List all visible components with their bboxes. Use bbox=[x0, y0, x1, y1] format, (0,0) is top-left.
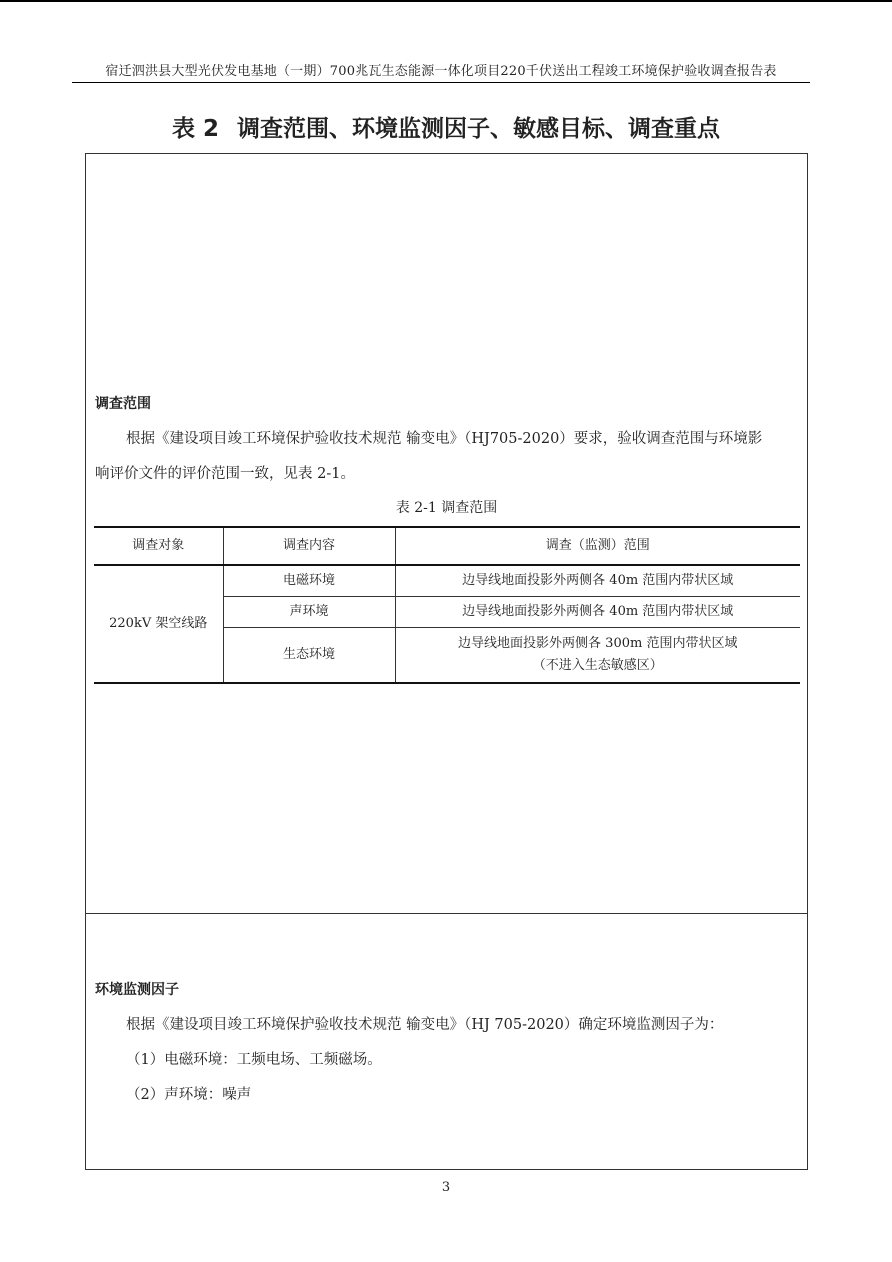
page-title bbox=[85, 114, 807, 144]
table-header-content: 调查内容 bbox=[223, 527, 395, 565]
scope-table bbox=[94, 526, 800, 684]
monitoring-item-1: （1）电磁环境：工频电场、工频磁场。 bbox=[126, 1052, 382, 1068]
monitoring-paragraph: 根据《建设项目竣工环境保护验收技术规范 输变电》（HJ 705-2020）确定环境监测因子为： bbox=[126, 1017, 724, 1033]
title-number: 表 2 bbox=[171, 116, 219, 142]
header-rule bbox=[72, 82, 810, 83]
table-cell-content: 生态环境 bbox=[223, 628, 395, 684]
monitoring-heading: 环境监测因子 bbox=[95, 982, 179, 998]
table-cell-range-multiline bbox=[395, 628, 800, 684]
table-cell-object: 220kV 架空线路 bbox=[94, 565, 223, 683]
table-header-range: 调查（监测）范围 bbox=[395, 527, 800, 565]
scope-heading: 调查范围 bbox=[95, 396, 151, 412]
table-caption: 表 2-1 调查范围 bbox=[395, 500, 498, 516]
table-header-object: 调查对象 bbox=[94, 527, 223, 565]
table-cell-range: 边导线地面投影外两侧各 300m 范围内带状区域 bbox=[458, 636, 738, 651]
table-cell-content: 声环境 bbox=[223, 597, 395, 628]
table-cell-range: 边导线地面投影外两侧各 40m 范围内带状区域 bbox=[395, 565, 800, 597]
monitoring-item-2: （2）声环境：噪声 bbox=[126, 1087, 252, 1103]
title-text: 调查范围、环境监测因子、敏感目标、调查重点 bbox=[237, 116, 720, 142]
page-top-border bbox=[0, 0, 892, 2]
scope-paragraph-line1: 根据《建设项目竣工环境保护验收技术规范 输变电》（HJ705-2020）要求，验收调查范围与环境影 bbox=[126, 431, 763, 447]
page-number: 3 bbox=[441, 1180, 451, 1195]
scope-paragraph-line2: 响评价文件的评价范围一致，见表 2-1。 bbox=[95, 466, 355, 482]
running-header: 宿迁泗洪县大型光伏发电基地（一期）700兆瓦生态能源一体化项目220千伏送出工程竣工环境保护验收调查报告表 bbox=[105, 64, 777, 79]
table-cell-note: （不进入生态敏感区） bbox=[532, 658, 663, 673]
table-cell-content: 电磁环境 bbox=[223, 565, 395, 597]
table-cell-range: 边导线地面投影外两侧各 40m 范围内带状区域 bbox=[395, 597, 800, 628]
table-row bbox=[94, 565, 800, 597]
monitoring-section-box bbox=[85, 913, 808, 1170]
